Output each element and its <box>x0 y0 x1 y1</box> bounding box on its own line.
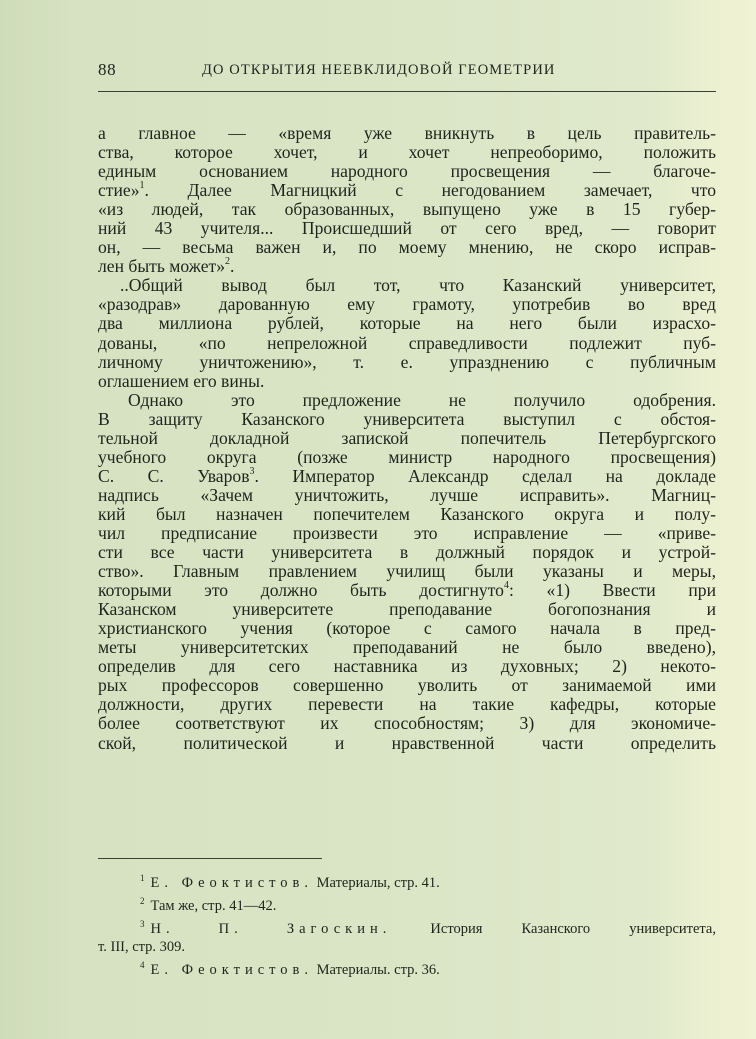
footnote-3-continuation: т. III, стр. 309. <box>98 939 186 956</box>
text-line: единым основанием народного просвещения — благоче- <box>98 161 716 182</box>
text-line: надпись «Зачем уничтожить, лучше исправить». Магниц- <box>98 484 716 505</box>
running-title: ДО ОТКРЫТИЯ НЕЕВКЛИДОВОЙ ГЕОМЕТРИИ <box>202 62 556 78</box>
footnote-author: Е. Феоктистов. <box>150 962 314 979</box>
footnote-ref-1[interactable]: 1 <box>139 180 145 192</box>
footnote-ref-3[interactable]: 3 <box>249 465 255 477</box>
text-span: которыми это должно быть достигнуто <box>98 580 504 601</box>
text-line: ства, которое хочет, и хочет непреоборимо, положить <box>98 142 716 163</box>
footnote-number: 4 <box>140 960 145 971</box>
page-number: 88 <box>98 60 117 79</box>
text-span: лен быть может» <box>98 256 225 277</box>
text-line: христианского учения (которое с самого начала в пред- <box>98 618 716 639</box>
text-line: два миллиона рублей, которые на него были израсхо- <box>98 313 716 334</box>
text-line: оглашением его вины. <box>98 370 265 391</box>
text-line: определив для сего наставника из духовных; 2) некото- <box>98 656 716 677</box>
footnote-text: История Казанского университета, <box>391 920 716 937</box>
page-header <box>98 60 716 84</box>
text-line: Однако это предложение не получило одобрения. <box>128 389 716 410</box>
text-span: . <box>230 256 235 277</box>
text-line: должности, других перевести на такие кафедры, которые <box>98 694 716 715</box>
text-span: стие» <box>98 180 140 201</box>
text-line: более соответствуют их способностям; 3) для экономиче- <box>98 713 716 734</box>
text-line <box>98 257 716 276</box>
footnotes <box>98 869 716 979</box>
text-line: меты университетских преподаваний не было введено), <box>98 637 716 658</box>
text-line <box>98 181 716 200</box>
text-line: он, — весьма важен и, по моему мнению, не скоро исправ- <box>98 237 716 258</box>
text-span: С. С. Уваров <box>98 465 250 486</box>
text-line <box>98 467 716 486</box>
text-line: сти все части университета в должный порядок и устрой- <box>98 542 716 563</box>
text-line: чил предписание произвести это исправление — «приве- <box>98 522 716 543</box>
footnote-number: 1 <box>140 873 145 883</box>
text-line: тельной докладной запиской попечитель Петербургского <box>98 427 716 448</box>
footnote-4 <box>98 956 716 979</box>
text-line: кий был назначен попечителем Казанского округа и полу- <box>98 503 716 524</box>
text-line: В защиту Казанского университета выступил с обстоя- <box>98 408 716 429</box>
footnote-3 <box>98 915 716 938</box>
footnote-author: Е. Феоктистов. <box>150 874 314 891</box>
footnote-text: Там же, стр. 41—42. <box>150 897 277 914</box>
text-line: дованы, «по непреложной справедливости подлежит пуб- <box>98 332 716 353</box>
text-line: ской, политической и нравственной части определить <box>98 732 716 753</box>
footnote-text: Материалы, стр. 41. <box>313 874 440 891</box>
text-span: : «1) Ввести при <box>508 580 717 601</box>
text-line: а главное — «время уже вникнуть в цель правитель- <box>98 123 716 143</box>
text-line: ство». Главным правлением училищ были указаны и меры, <box>98 561 716 582</box>
text-line: «разодрав» дарованную ему грамоту, употребив во вред <box>98 294 716 315</box>
footnote-author: Н. П. Загоскин. <box>150 920 392 937</box>
text-line: ..Общий вывод был тот, что Казанский университет, <box>120 275 716 296</box>
footnote-text: Материалы. стр. 36. <box>313 962 440 979</box>
text-line: учебного округа (позже министр народного просвещения) <box>98 446 716 467</box>
footnote-2 <box>98 892 716 915</box>
footnote-1 <box>98 869 716 892</box>
footnote-ref-4[interactable]: 4 <box>503 580 509 592</box>
text-line <box>98 581 716 600</box>
text-line: Казанском университете преподавание богопознания и <box>98 599 716 620</box>
footnote-number: 2 <box>140 896 145 907</box>
text-span: . Император Александр сделал на докладе <box>254 465 716 486</box>
footnote-number: 3 <box>140 919 145 930</box>
text-line: рых профессоров совершенно уволить от занимаемой ими <box>98 675 716 696</box>
text-span: . Далее Магницкий с негодованием замечает, что <box>144 180 716 201</box>
text-line: «из людей, так образованных, выпущено уже в 15 губер- <box>98 199 716 220</box>
footnote-rule <box>98 858 322 859</box>
text-line: личному уничтожению», т. е. упразднению с публичным <box>98 351 716 372</box>
body-text <box>98 124 716 753</box>
header-rule <box>98 91 716 92</box>
text-line: ний 43 учителя... Происшедший от сего вред, — говорит <box>98 218 716 239</box>
footnote-ref-2[interactable]: 2 <box>225 256 230 268</box>
